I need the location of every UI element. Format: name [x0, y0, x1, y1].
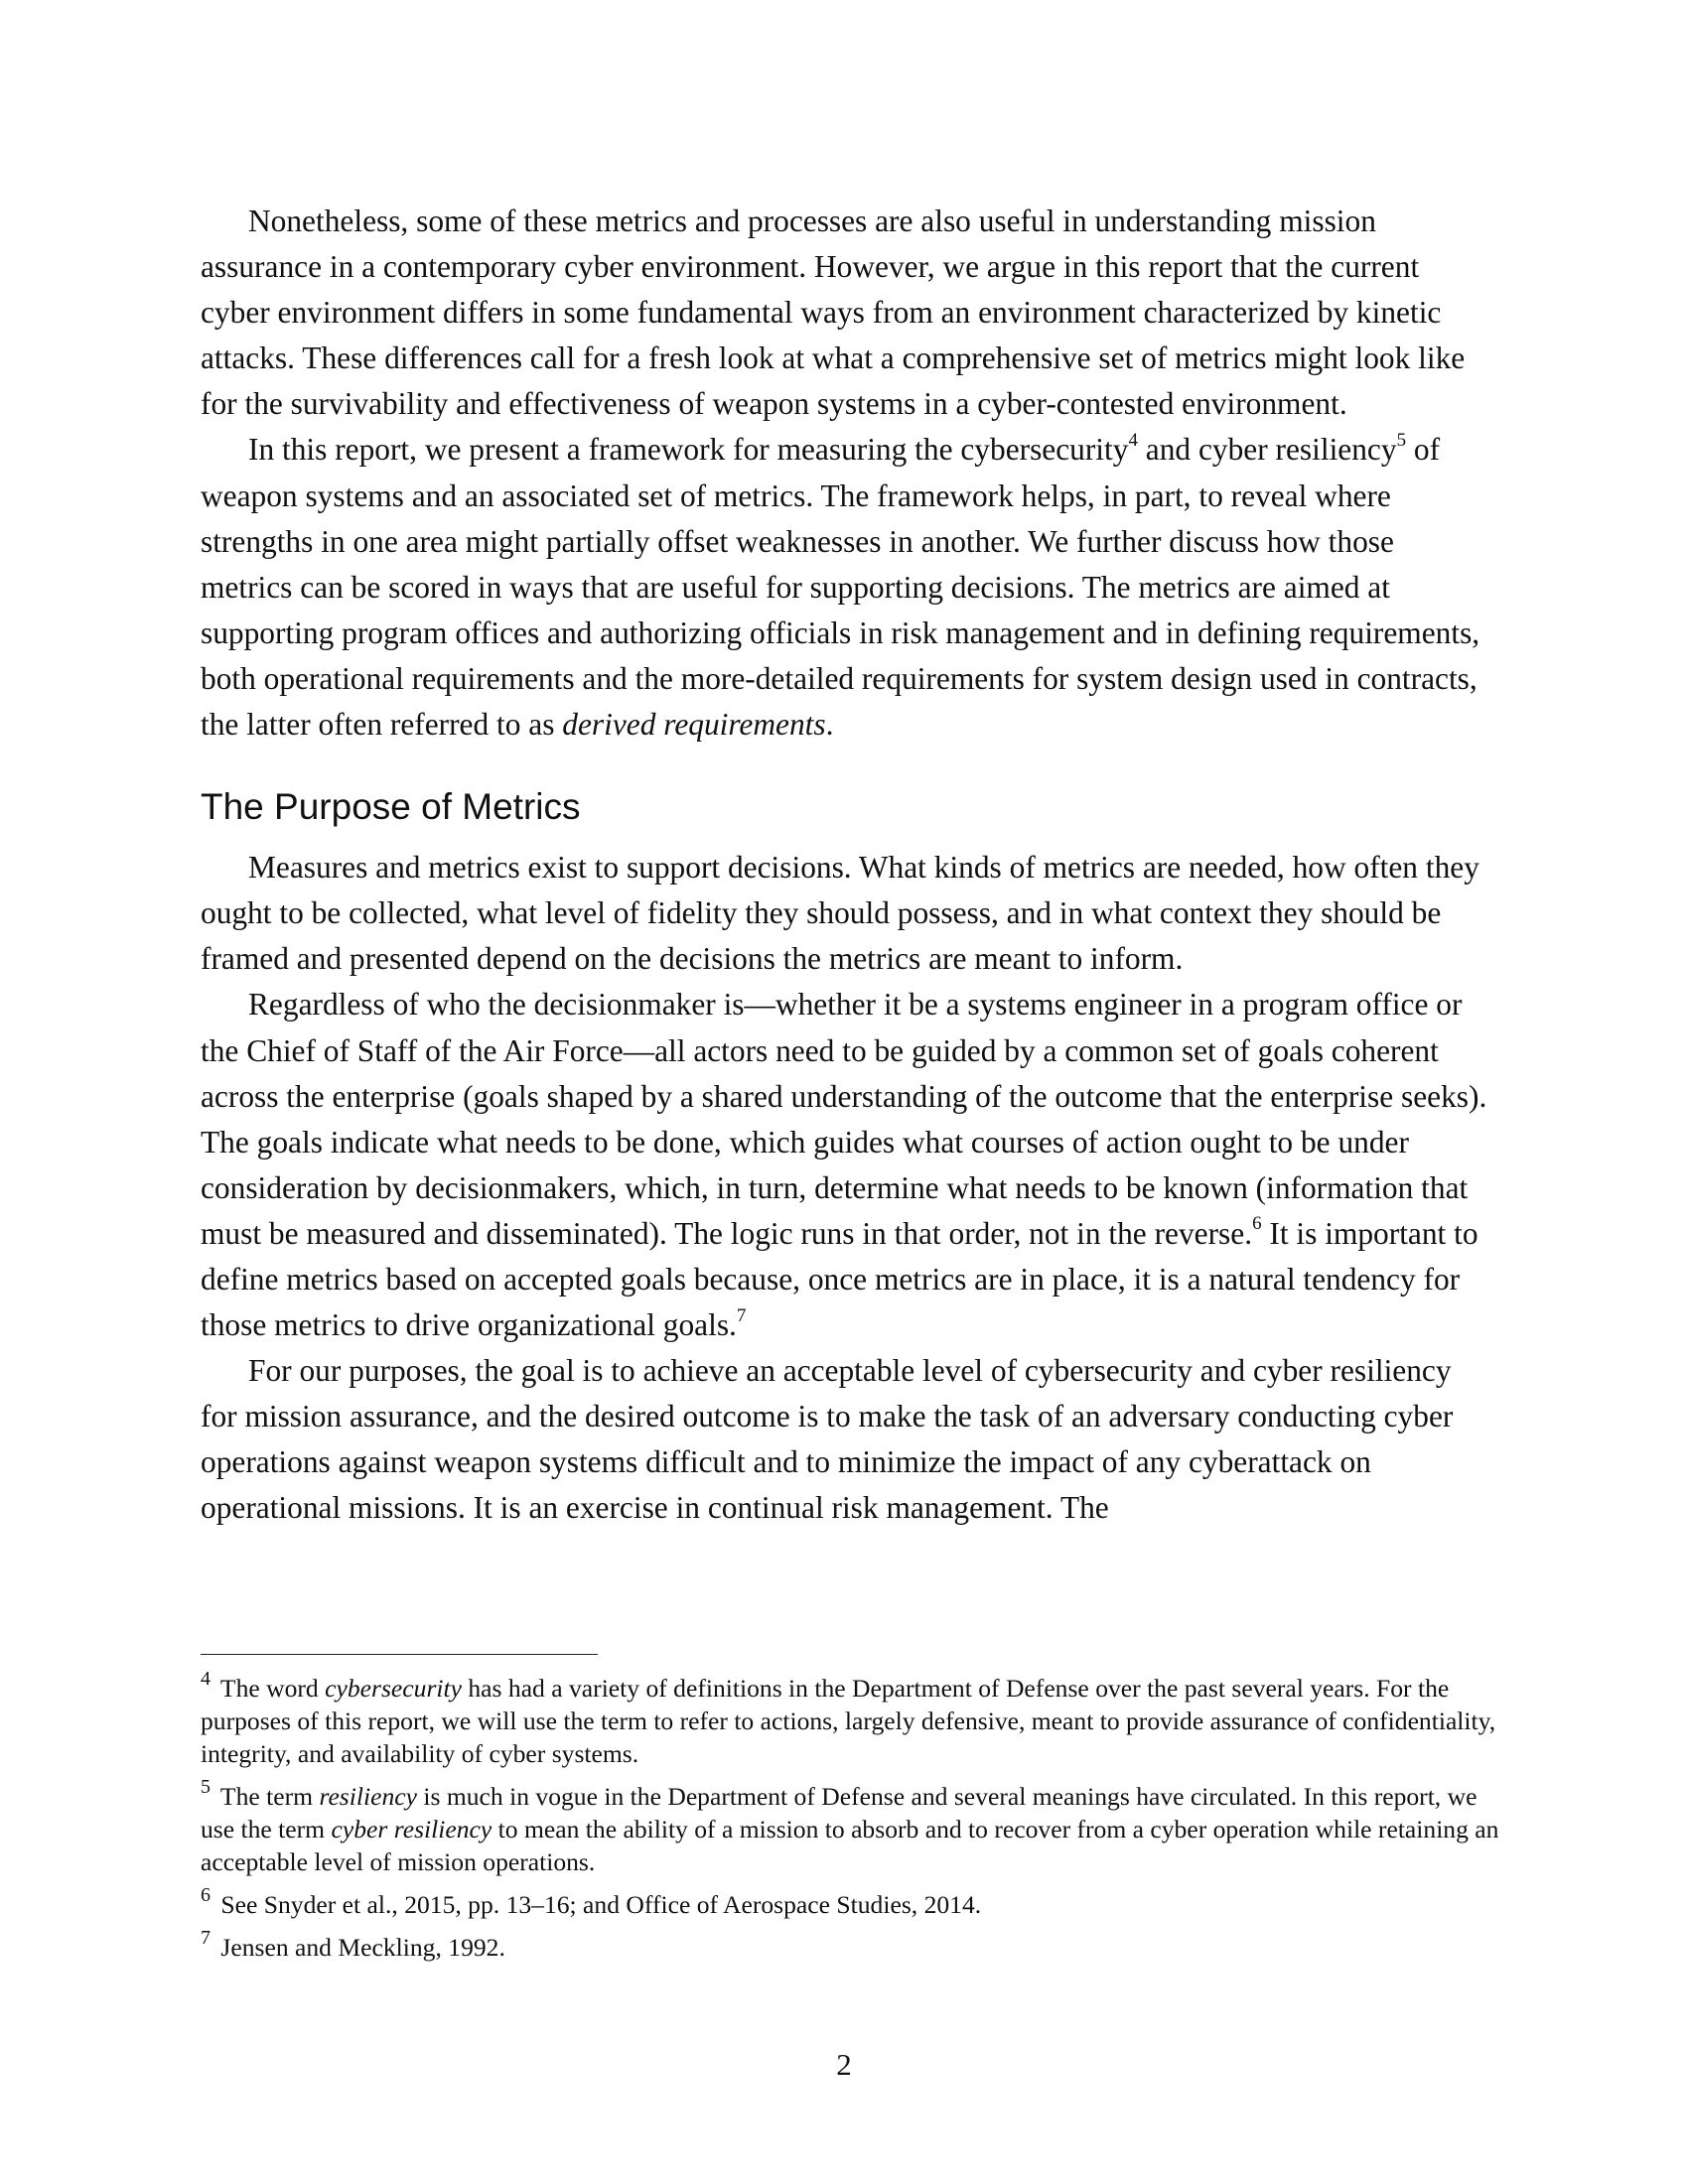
footnote-ref-5[interactable]: 5 — [1396, 430, 1407, 451]
emphasis-cyber-resiliency: cyber resiliency — [331, 1815, 492, 1843]
text-span: The word — [214, 1674, 326, 1703]
footnote-ref-6[interactable]: 6 — [1252, 1213, 1262, 1235]
emphasis-resiliency: resiliency — [319, 1782, 417, 1811]
footnotes — [201, 1668, 1511, 1974]
paragraph-goal: For our purposes, the goal is to achieve an acceptable level of cybersecurity and cyber resiliency for mission assurance, and the desired outcome is to make the task of an adversary conducting cyber operations against weapon systems difficult and to minimize the impact of any cyberattack on operational missions. It is an exercise in continual risk management. The — [201, 1353, 1454, 1526]
text-span: has had a variety of definitions in the Department of Defense over the past several years. For the purposes of this report, we will use the term to refer to actions, largely defensive, meant to provide assurance of confidentiality, integrity, and availability of cyber systems. — [201, 1674, 1496, 1768]
text-span: See Snyder et al., 2015, pp. 13–16; and Office of Aerospace Studies, 2014. — [214, 1890, 982, 1919]
footnote-ref-4[interactable]: 4 — [1128, 430, 1138, 451]
footnote-7 — [201, 1927, 1511, 1964]
text-span: The term — [214, 1782, 320, 1811]
paragraph-decisionmaker — [201, 982, 1491, 1348]
text-span: Jensen and Meckling, 1992. — [214, 1933, 505, 1962]
emphasis-cybersecurity: cybersecurity — [325, 1674, 462, 1703]
footnote-divider — [201, 1654, 598, 1655]
text-span: to mean the ability of a mission to absorb and to recover from a cyber operation while retaining an acceptable level of mission operations. — [201, 1815, 1499, 1876]
footnote-number: 5 — [201, 1776, 211, 1799]
footnote-4 — [201, 1668, 1511, 1770]
text-span: Regardless of who the decisionmaker is—whether it be a systems engineer in a program office or the Chief of Staff of the Air Force—all actors need to be guided by a common set of goals coherent across the enterprise (goals shaped by a shared understanding of the outcome that the enterprise seeks). The goals indicate what needs to be done, which guides what courses of action ought to be under consideration by decisionmakers, which, in turn, determine what needs to be known (information that must be measured and disseminated). The logic runs in that order, not in the reverse. — [201, 987, 1487, 1251]
footnote-number: 7 — [201, 1927, 211, 1950]
text-span: In this report, we present a framework for measuring the cybersecurity — [248, 432, 1129, 468]
paragraph-measures: Measures and metrics exist to support decisions. What kinds of metrics are needed, how often they ought to be collected, what level of fidelity they should possess, and in what context they should be framed and presented depend on the decisions the metrics are meant to inform. — [201, 850, 1479, 977]
text-span: It is important to define metrics based on accepted goals because, once metrics are in place, it is a natural tendency for those metrics to drive organizational goals. — [201, 1215, 1478, 1343]
footnote-number: 6 — [201, 1884, 211, 1907]
footnote-6 — [201, 1884, 1511, 1921]
emphasis-derived-requirements: derived requirements — [562, 707, 826, 743]
text-span: . — [825, 707, 834, 743]
footnote-5 — [201, 1776, 1511, 1878]
page-body — [201, 199, 1491, 1532]
paragraph-framework — [201, 427, 1491, 748]
footnote-ref-7[interactable]: 7 — [736, 1304, 747, 1326]
section-heading: The Purpose of Metrics — [201, 786, 581, 828]
text-span: and cyber resiliency — [1137, 432, 1397, 468]
paragraph-intro: Nonetheless, some of these metrics and processes are also useful in understanding mission assurance in a contemporary cyber environment. However, we argue in this report that the current cyber environment differs in some fundamental ways from an environment characterized by kinetic attacks. These differences call for a fresh look at what a comprehensive set of metrics might look like for the survivability and effectiveness of weapon systems in a cyber-contested environment. — [201, 204, 1466, 422]
page-number: 2 — [836, 2047, 852, 2082]
footnote-number: 4 — [201, 1668, 211, 1691]
text-span: of weapon systems and an associated set of metrics. The framework helps, in part, to reveal where strengths in one area might partially offset weaknesses in another. We further discuss how those metrics can be scored in ways that are useful for supporting decisions. The metrics are aimed at supporting program offices and authorizing officials in risk management and in defining requirements, both operational requirements and the more-detailed requirements for system design used in contracts, the latter often referred to as — [201, 432, 1480, 743]
text-span: is much in vogue in the Department of Defense and several meanings have circulated. In this report, we use the term — [201, 1782, 1477, 1843]
